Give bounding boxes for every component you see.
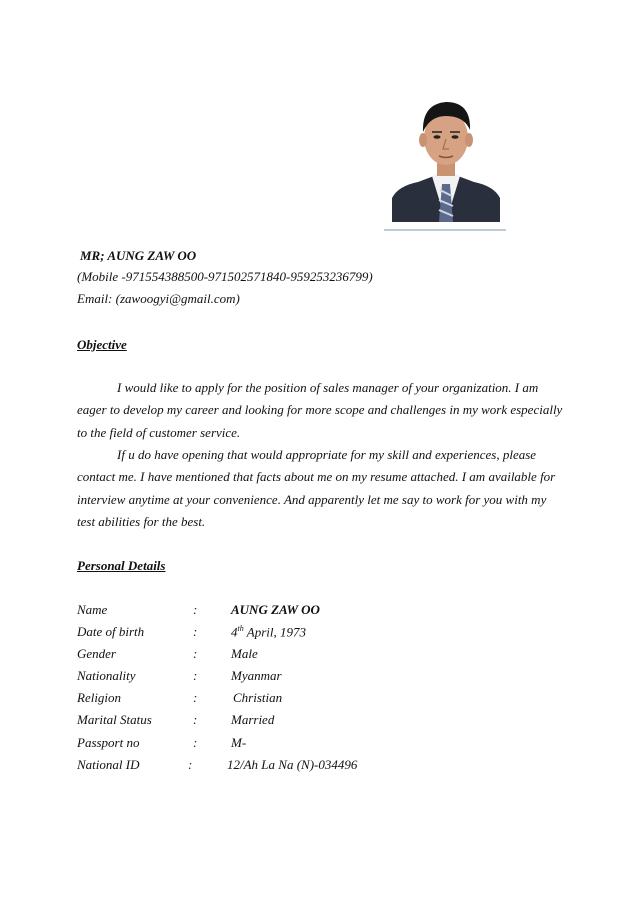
mobile-line: (Mobile -971554388500-971502571840-959253236799)	[77, 269, 373, 284]
detail-separator: :	[193, 646, 198, 661]
detail-label: Date of birth	[77, 624, 145, 639]
dob-rest: April, 1973	[243, 624, 306, 640]
detail-label: Religion	[77, 690, 122, 705]
detail-value: 12/Ah La Na (N)-034496	[227, 757, 358, 772]
detail-separator: :	[193, 624, 198, 639]
detail-separator: :	[193, 602, 198, 617]
detail-label: Gender	[77, 646, 116, 661]
detail-value: AUNG ZAW OO	[231, 602, 320, 617]
person-portrait-icon	[392, 86, 500, 222]
detail-separator: :	[193, 668, 198, 683]
objective-heading: Objective	[77, 337, 127, 352]
detail-value: M-	[231, 735, 247, 750]
detail-label: Nationality	[77, 668, 136, 683]
detail-value: Myanmar	[231, 668, 282, 683]
detail-separator: :	[193, 735, 198, 750]
objective-paragraph-1: I would like to apply for the position of sales manager of your organization. I am eager to develop my career and looking for more scope and challenges in my work especially to the field of customer service.	[77, 380, 563, 440]
dob-suffix: th	[237, 624, 244, 633]
objective-paragraph-2: If u do have opening that would appropriate for my skill and experiences, please contact me. I have mentioned that facts about me on my resume attached. I am available for interview anytime at your convenience. And apparently let me say to work for you with my test abilities for the best.	[77, 447, 556, 529]
email-line: Email: (zawoogyi@gmail.com)	[77, 291, 240, 306]
detail-label: Passport no	[77, 735, 140, 750]
detail-value: Christian	[233, 690, 283, 705]
applicant-name-heading: MR; AUNG ZAW OO	[80, 248, 197, 263]
detail-value: Male	[231, 646, 258, 661]
detail-separator: :	[188, 757, 193, 772]
detail-value	[231, 624, 306, 640]
detail-label: Marital Status	[77, 712, 152, 727]
detail-label: Name	[77, 602, 108, 617]
photo-divider	[384, 229, 506, 231]
detail-separator: :	[193, 712, 198, 727]
detail-value: Married	[231, 712, 275, 727]
dob-day: 4	[231, 624, 238, 640]
personal-details-heading: Personal Details	[77, 558, 166, 573]
detail-separator: :	[193, 690, 198, 705]
detail-label: National ID	[77, 757, 140, 772]
profile-photo	[392, 86, 500, 222]
